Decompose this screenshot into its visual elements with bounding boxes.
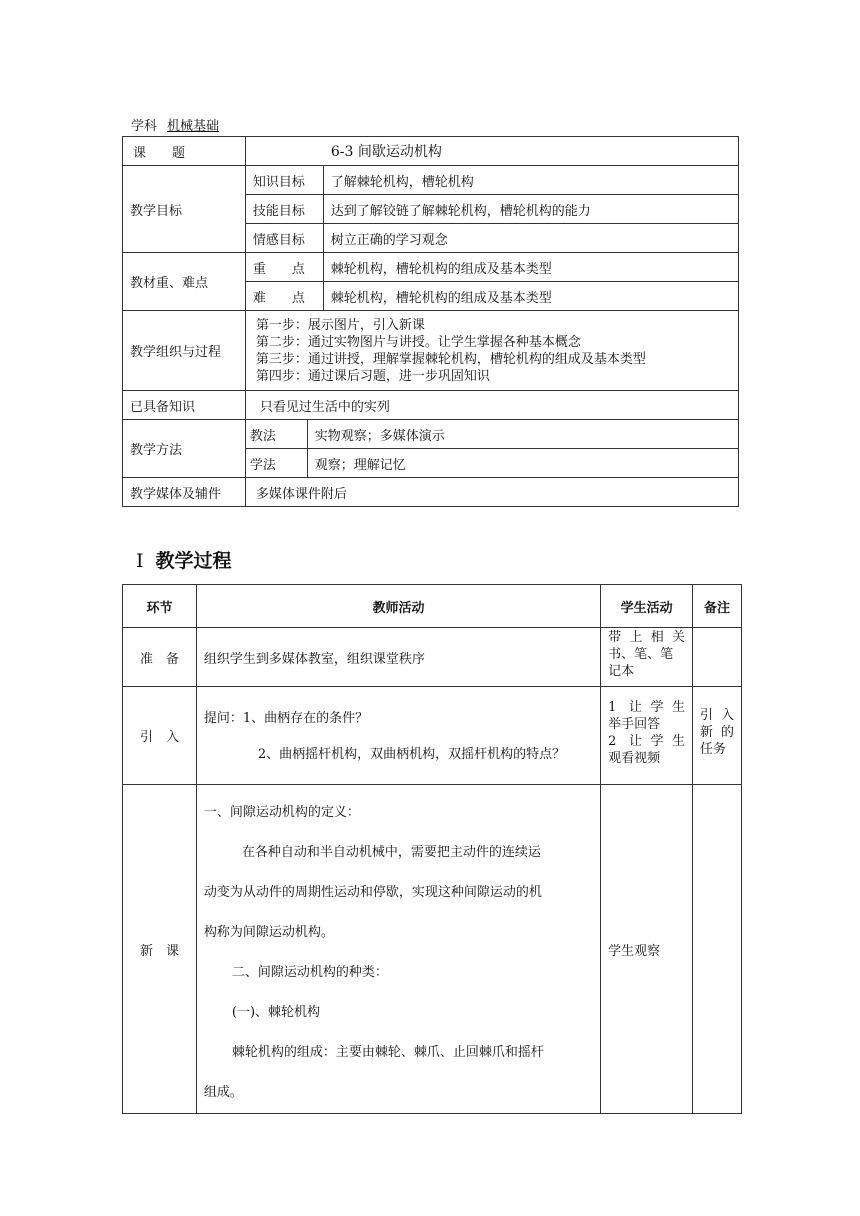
media-row [123,478,739,507]
key-point-name: 难 点 [245,282,323,311]
teacher-line: 2、曲柄摇杆机构，双曲柄机构，双摇杆机构的特点？ [257,747,566,762]
topic-label: 课 题 [123,137,246,166]
student-line: 举手回答 [608,717,661,732]
header-row [123,585,742,628]
stage-cell: 引 入 [123,687,197,785]
subject-value: 机械基础 [167,119,220,134]
method-name: 学法 [245,449,307,478]
method-value: 观察；理解记忆 [307,449,738,478]
teacher-line: 组织学生到多媒体教室，组织课堂秩序 [203,651,425,667]
objective-value: 树立正确的学习观念 [323,224,738,253]
note-cell [693,687,742,785]
key-point-name: 重 点 [245,253,323,282]
method-label [123,420,246,478]
media-label: 教学媒体及辅件 [123,478,246,507]
topic-text: 6-3 间歇运动机构 [330,144,442,160]
section-heading [136,546,232,573]
stage-cell: 新 课 [123,785,197,1114]
teacher-line: (一)、棘轮机构 [231,1005,321,1020]
note-line: 新的 [700,725,734,740]
key-point-value: 棘轮机构，槽轮机构的组成及基本类型 [323,253,738,282]
process-table-row [123,687,742,785]
prior-value: 只看见过生活中的实列 [245,391,738,420]
prior-label: 已具备知识 [123,391,246,420]
method-label-text: 教学方法 [130,443,183,458]
key-label: 教材重、难点 [123,253,246,311]
objectives-label: 教学目标 [123,166,246,253]
note-cell [693,785,742,1114]
student-line: 观看视频 [608,751,661,766]
subject-line [131,115,223,134]
section-title: 教学过程 [155,550,232,572]
note-line: 任务 [700,742,727,757]
header-teacher: 教师活动 [196,585,600,628]
method-row [123,420,739,449]
student-line: 带上相关 [608,630,686,645]
note-line: 引入 [700,708,734,723]
process-steps [245,311,738,391]
key-point-row [123,253,739,282]
teacher-line: 动变为从动件的周期性运动和停歇，实现这种间隙运动的机 [203,885,542,900]
student-line: 记本 [608,664,635,679]
section-number: Ⅰ [136,550,144,572]
process-step: 第二步：通过实物图片与讲授。让学生掌握各种基本概念 [255,334,581,350]
objective-name: 技能目标 [245,195,323,224]
objective-name: 知识目标 [245,166,323,195]
process-step: 第三步：通过讲授，理解掌握棘轮机构，槽轮机构的组成及基本类型 [255,351,646,367]
note-cell [693,628,742,687]
objective-row [123,166,739,195]
subject-label: 学科 [131,119,158,134]
teacher-line: 棘轮机构的组成：主要由棘轮、棘爪、止回棘爪和摇杆 [231,1045,544,1060]
teacher-line: 构称为间隙运动机构。 [203,925,334,940]
key-point-value: 棘轮机构，槽轮机构的组成及基本类型 [323,282,738,311]
student-line: 1 让学生 [608,700,686,715]
objective-name: 情感目标 [245,224,323,253]
student-line: 2 让学生 [608,734,686,749]
student-cell [601,687,693,785]
teaching-process-table [122,584,742,1114]
process-label: 教学组织与过程 [123,311,246,391]
student-cell [601,628,693,687]
lesson-info-table [122,136,739,507]
header-note: 备注 [693,585,742,628]
teacher-cell [196,785,600,1114]
teacher-line: 提问：1、曲柄存在的条件？ [203,711,369,726]
header-stage: 环节 [123,585,197,628]
topic-value [245,137,738,166]
media-value: 多媒体课件附后 [245,478,738,507]
objective-value: 了解棘轮机构，槽轮机构 [323,166,738,195]
process-step: 第四步：通过课后习题，进一步巩固知识 [255,368,490,384]
teacher-cell [196,687,600,785]
objective-value: 达到了解铰链了解棘轮机构，槽轮机构的能力 [323,195,738,224]
topic-row [123,137,739,166]
header-student: 学生活动 [601,585,693,628]
teacher-line: 二、间隙运动机构的种类： [231,965,388,980]
teacher-line: 在各种自动和半自动机械中，需要把主动件的连续运 [241,845,541,860]
prior-knowledge-row [123,391,739,420]
method-value: 实物观察；多媒体演示 [307,420,738,449]
process-table-row [123,785,742,1114]
stage-cell: 准 备 [123,628,197,687]
teacher-cell [196,628,600,687]
student-cell: 学生观察 [601,785,693,1114]
process-step: 第一步：展示图片，引入新课 [255,317,425,333]
teacher-line: 一、间隙运动机构的定义： [203,805,360,820]
teacher-line: 组成。 [203,1085,243,1100]
process-row [123,311,739,391]
method-name: 教法 [245,420,307,449]
student-line: 书、笔、笔 [608,647,674,662]
process-table-row [123,628,742,687]
